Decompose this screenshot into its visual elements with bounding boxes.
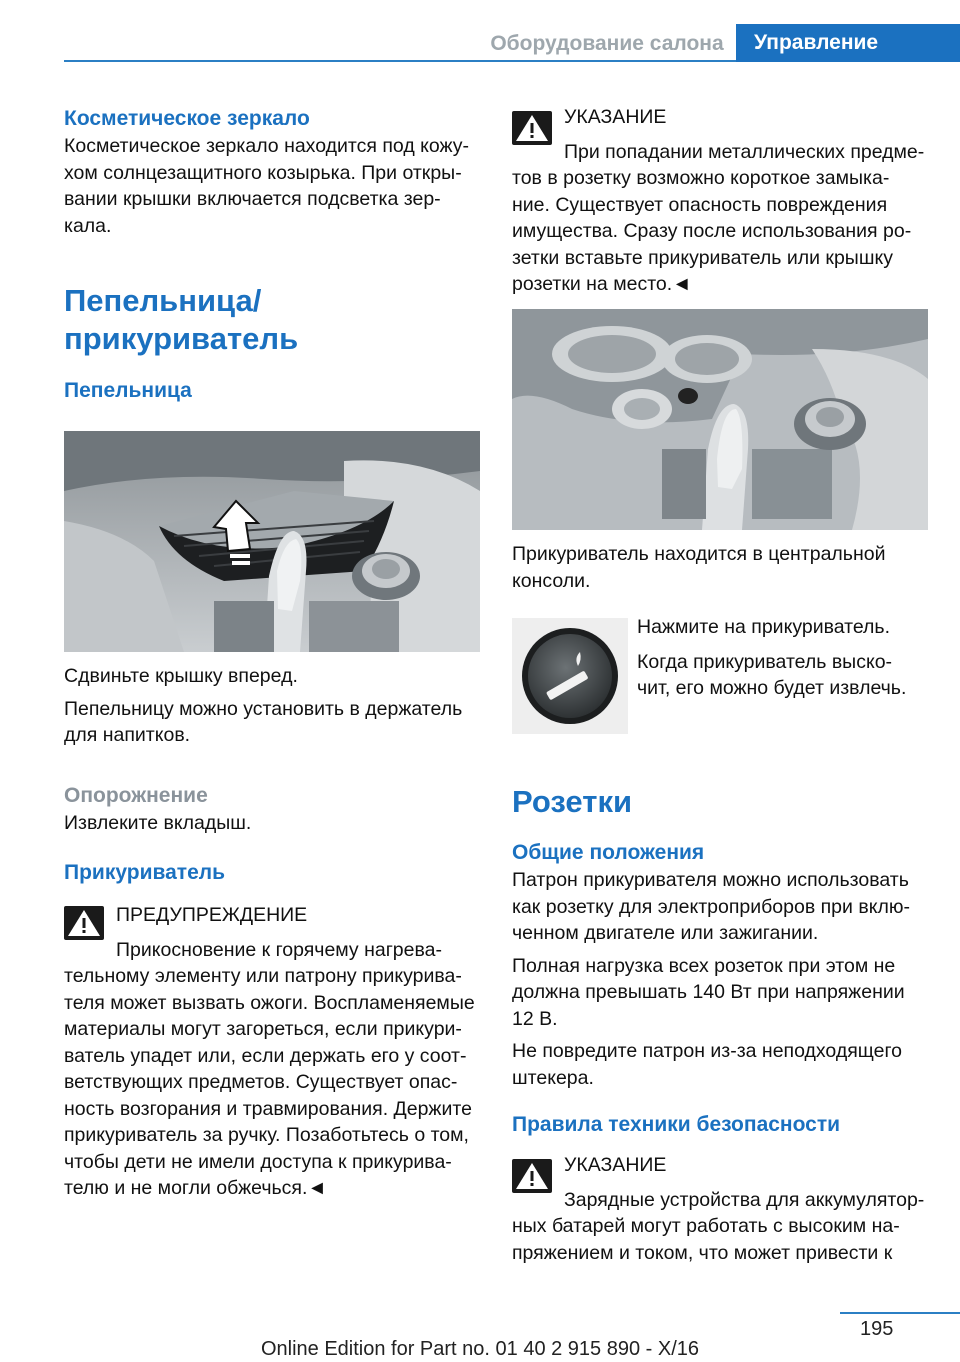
notice2-icon [512,1159,552,1193]
emptying-subheading: Опорожнение [64,784,208,807]
notice-first-line: При попадании металлических предме- [564,140,925,163]
notice-icon [512,111,552,145]
ashtray-photo [64,431,480,652]
footer-rule [840,1312,960,1314]
emptying-block [64,782,484,887]
mirror-heading: Косметическое зеркало [64,107,310,130]
notice-head [564,104,934,165]
damage-text: Не повредите патрон из-за неподходящего штекера. [512,1040,902,1089]
notice2-first-line: Зарядные устройства для аккумулятор- [564,1188,925,1211]
page-number: 195 [860,1318,894,1340]
warning-label: ПРЕДУПРЕЖДЕНИЕ [116,904,308,926]
lighter-heading: Прикуриватель [64,860,226,884]
load-text: Полная нагрузка всех розеток при этом не должна превышать 140 Вт при напряжении 12 В. [512,954,905,1030]
footer-edition: Online Edition for Part no. 01 40 2 915 890 - X/16 [260,1338,700,1360]
header-chapter-tab: Управление [736,24,960,62]
warning-first-line: Прикосновение к горячему нагрева- [116,938,442,961]
ashtray-subheading: Пепельница [64,379,192,402]
header-section-title: Оборудование салона [490,32,724,55]
lighter-icon [512,618,628,734]
notice2-head [564,1152,934,1213]
notice2-text: ных батарей могут работать с высоким на- пряжением и током, что может привести к [512,1215,900,1264]
warning-icon [64,906,104,940]
slide-text: Сдвиньте крышку вперед. [64,665,298,687]
ashtray-instructions [64,663,484,749]
general-heading: Общие положения [512,841,705,864]
safety-heading: Правила техники безопасности [512,1113,841,1136]
warning-text: тельному элементу или патрону прикурива- теля может вызвать ожоги. Воспламеняемые материалы могут загореться, если прикури- ватель упадет или, если держать его у соот- ветствующих предметов. Существует опас- ность возгорания и травмирования. Держите прикуриватель за ручку. Позаботьтесь о том, чтобы дети не имели доступа к прикурива- телю и не могли обжечься.◄ [64,965,475,1199]
press-text: Нажмите на прикуриватель. [637,616,891,638]
notice-label: УКАЗАНИЕ [564,106,667,128]
mirror-text: Косметическое зеркало находится под кожу- хом солнцезащитного козырька. При откры- вании крышки включается подсветка зер- кала. [64,135,469,237]
sockets-heading: Розетки [512,784,633,819]
ashtray-heading: Пепельница/прикуриватель [64,283,299,356]
pop-text: Когда прикуриватель выско- чит, его можно будет извлечь. [637,650,907,699]
lighter-instructions [637,614,937,702]
console-photo [512,309,928,530]
emptying-text: Извлеките вкладыш. [64,812,252,834]
holder-text: Пепельницу можно установить в держатель для напитков. [64,697,463,746]
left-column [64,105,484,239]
sockets-block [512,783,936,1139]
console-text: Прикуриватель находится в центральной консоли. [512,543,886,592]
notice2-label: УКАЗАНИЕ [564,1154,667,1176]
notice-text: тов в розетку возможно короткое замыка- ние. Существует опасность повреждения имущества. Сразу после использования ро- зетки вставьте прикуриватель или крышку розетки на место.◄ [512,167,912,295]
warning-head [116,902,486,963]
ashtray-block [64,282,484,455]
general-text: Патрон прикуривателя можно использовать как розетку для электроприборов при вклю- ченном двигателе или зажигании. [512,869,910,944]
